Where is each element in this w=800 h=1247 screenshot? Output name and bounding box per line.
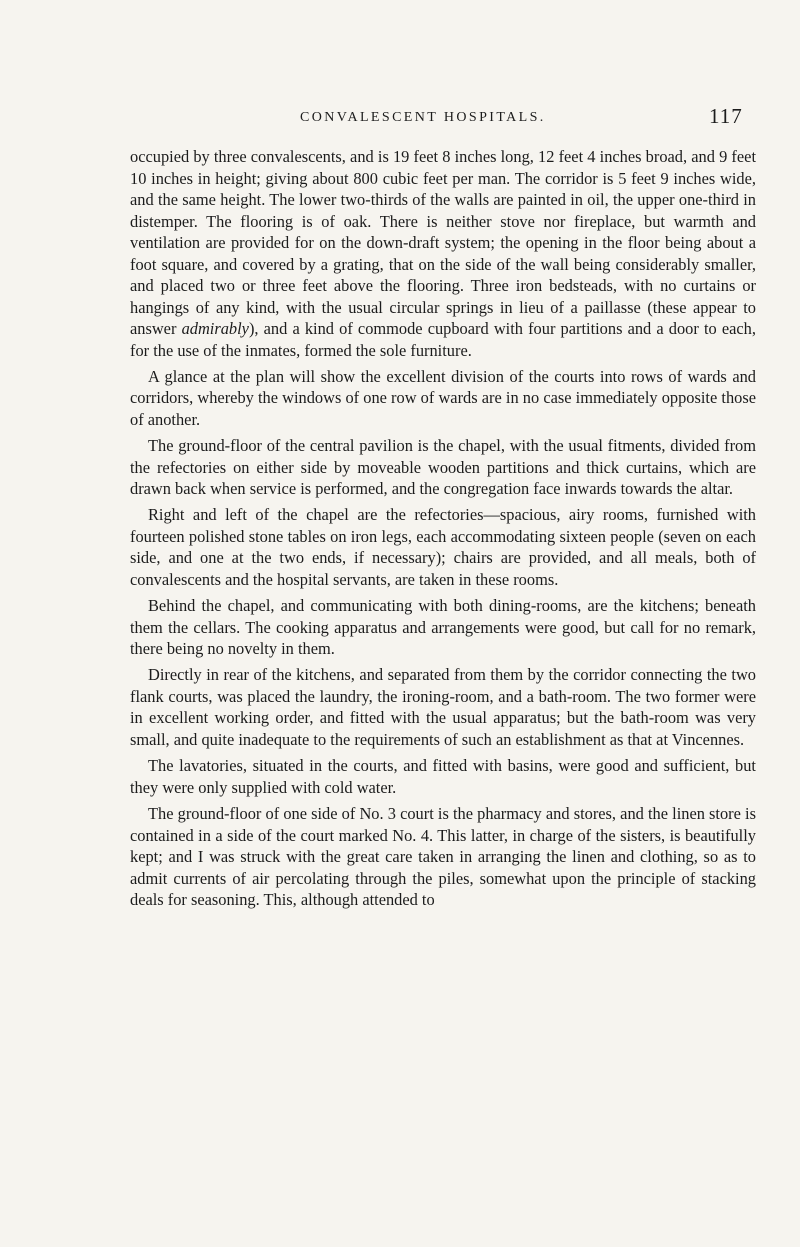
paragraph-2: A glance at the plan will show the excellent division of the courts into rows of wards and corridors, whereby the windows of one row of wards are in no case immediately opposite those of another. bbox=[130, 366, 756, 429]
page-number: 117 bbox=[709, 104, 743, 128]
text-body bbox=[130, 146, 756, 915]
paragraph-7: The lavatories, situated in the courts, and fitted with basins, were good and sufficient, but they were only supplied with cold water. bbox=[130, 756, 756, 797]
running-head: CONVALESCENT HOSPITALS. bbox=[300, 110, 546, 125]
paragraph-1-emphasis: admirably bbox=[181, 319, 249, 338]
paragraph-4: Right and left of the chapel are the refectories—spacious, airy rooms, furnished with fourteen polished stone tables on iron legs, each accommodating sixteen people (seven on each side, and one at the two ends, if necessary); chairs are provided, and all meals, both of convalescents and the hospital servants, are taken in these rooms. bbox=[130, 505, 756, 589]
paragraph-5: Behind the chapel, and communicating with both dining-rooms, are the kitchens; beneath them the cellars. The cooking apparatus and arrangements were good, but call for no remark, there being no novelty in them. bbox=[130, 596, 756, 659]
paragraph-1 bbox=[130, 146, 756, 361]
paragraph-8: The ground-floor of one side of No. 3 court is the pharmacy and stores, and the linen store is contained in a side of the court marked No. 4. This latter, in charge of the sisters, is beautifully kept; and I was struck with the great care taken in arranging the linen and clothing, so as to admit currents of air percolating through the piles, somewhat upon the principle of stacking deals for seasoning. This, although attended to bbox=[130, 804, 756, 910]
paragraph-1-text: occupied by three convalescents, and is 19 feet 8 inches long, 12 feet 4 inches broad, and 9 feet 10 inches in height; giving about 800 cubic feet per man. The corridor is 5 feet 9 inches wide, and the same height. The lower two-thirds of the walls are painted in oil, the upper one-third in distemper. The flooring is of oak. There is neither stove nor fireplace, but warmth and ventilation are provided for on the down-draft system; the opening in the floor being about a foot square, and covered by a grating, that on the side of the wall being considerably smaller, and placed two or three feet above the flooring. Three iron bedsteads, with no curtains or hangings of any kind, with the usual circular springs in lieu of a paillasse (these appear to answer bbox=[130, 147, 756, 338]
page-header bbox=[0, 104, 800, 134]
paragraph-1-text-end: ), and a kind of commode cupboard with four partitions and a door to each, for the use of the inmates, formed the sole furniture. bbox=[130, 319, 756, 360]
paragraph-3: The ground-floor of the central pavilion is the chapel, with the usual fitments, divided from the refectories on either side by moveable wooden partitions and thick curtains, which are drawn back when service is performed, and the congregation face inwards towards the altar. bbox=[130, 436, 756, 499]
paragraph-6: Directly in rear of the kitchens, and separated from them by the corridor connecting the two flank courts, was placed the laundry, the ironing-room, and a bath-room. The two former were in excellent working order, and fitted with the usual apparatus; but the bath-room was very small, and quite inadequate to the requirements of such an establishment as that at Vincennes. bbox=[130, 665, 756, 749]
